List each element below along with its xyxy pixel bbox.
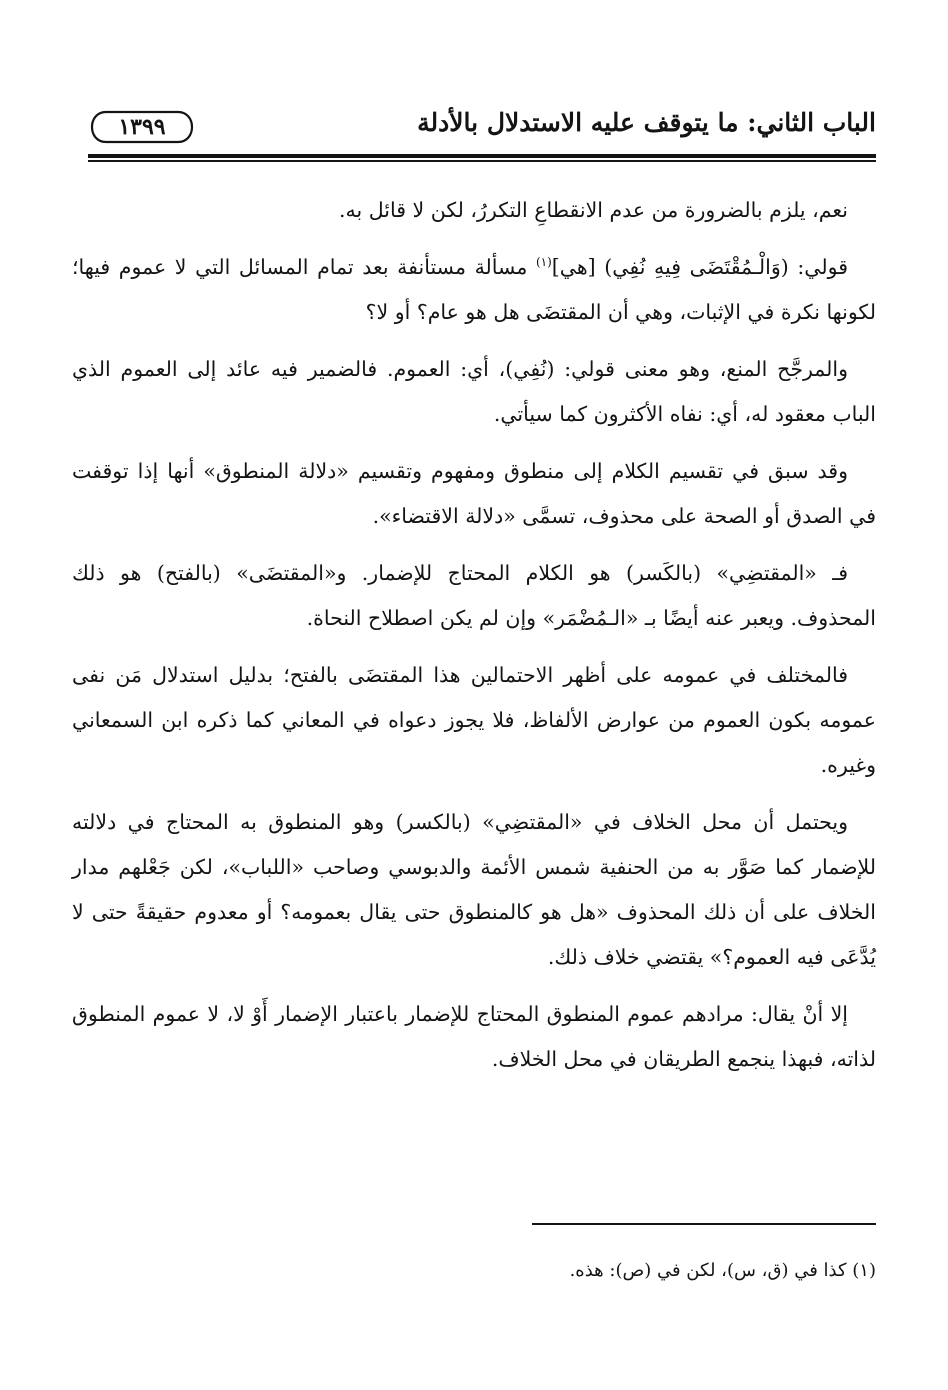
footnote-reference[interactable]: (١) bbox=[535, 255, 552, 270]
chapter-title: الباب الثاني: ما يتوقف عليه الاستدلال بالأدلة bbox=[417, 108, 876, 137]
paragraph-7: ويحتمل أن محل الخلاف في «المقتضِي» (بالكسر) وهو المنطوق به المحتاج في دلالته للإضمار كما صَوَّر به من الحنفية شمس الأئمة والدبوسي وصاحب «اللباب»، لكن جَعْلهم مدار الخلاف على أن ذلك المحذوف «هل هو كالمنطوق حتى يقال بعمومه؟ أو معدوم حقيقةً حتى لا يُدَّعَى فيه العموم؟» يقتضي خلاف ذلك. bbox=[72, 810, 876, 969]
paragraph-8: إلا أنْ يقال: مرادهم عموم المنطوق المحتاج للإضمار باعتبار الإضمار أَوْ لا، لا عموم المنطوق لذاته، فبهذا ينجمع الطريقان في محل الخلاف. bbox=[72, 1002, 876, 1071]
page-number: ١٣٩٩ bbox=[118, 114, 166, 140]
paragraph-3: والمرجَّح المنع، وهو معنى قولي: (نُفِي)، أي: العموم. فالضمير فيه عائد إلى العموم الذي الباب معقود له، أي: نفاه الأكثرون كما سيأتي. bbox=[72, 357, 876, 426]
header-rule-thin bbox=[88, 160, 876, 162]
paragraph-5: فـ «المقتضِي» (بالكَسر) هو الكلام المحتاج للإضمار. و«المقتضَى» (بالفتح) هو ذلك المحذوف. ويعبر عنه أيضًا بـ «الـمُضْمَر» وإن لم يكن اصطلاح النحاة. bbox=[72, 561, 876, 630]
paragraph-2-text-end: مسألة مستأنفة بعد تمام المسائل التي لا عموم فيها؛ لكونها نكرة في الإثبات، وهي أن المقتضَى هل هو عام؟ أو لا؟ bbox=[72, 255, 876, 324]
paragraph-2 bbox=[72, 245, 876, 335]
main-text bbox=[72, 188, 876, 1094]
paragraph-6: فالمختلف في عمومه على أظهر الاحتمالين هذا المقتضَى بالفتح؛ بدليل استدلال مَن نفى عمومه بكون العموم من عوارض الألفاظ، فلا يجوز دعواه في المعاني كما ذكره ابن السمعاني وغيره. bbox=[72, 663, 876, 777]
paragraph-4: وقد سبق في تقسيم الكلام إلى منطوق ومفهوم وتقسيم «دلالة المنطوق» أنها إذا توقفت في الصدق أو الصحة على محذوف، تسمَّى «دلالة الاقتضاء». bbox=[72, 459, 876, 528]
header-rule-thick bbox=[88, 154, 876, 158]
footnote-separator bbox=[532, 1223, 876, 1225]
paragraph-2-text-start: قولي: (وَالْـمُقْتَضَى فِيهِ نُفِي) [هي] bbox=[551, 255, 849, 279]
running-header bbox=[82, 106, 876, 150]
footnote: (١) كذا في (ق، س)، لكن في (ص): هذه. bbox=[569, 1260, 876, 1281]
page-number-badge bbox=[90, 110, 194, 144]
paragraph-1: نعم، يلزم بالضرورة من عدم الانقطاعِ التكررُ، لكن لا قائل به. bbox=[339, 198, 848, 222]
